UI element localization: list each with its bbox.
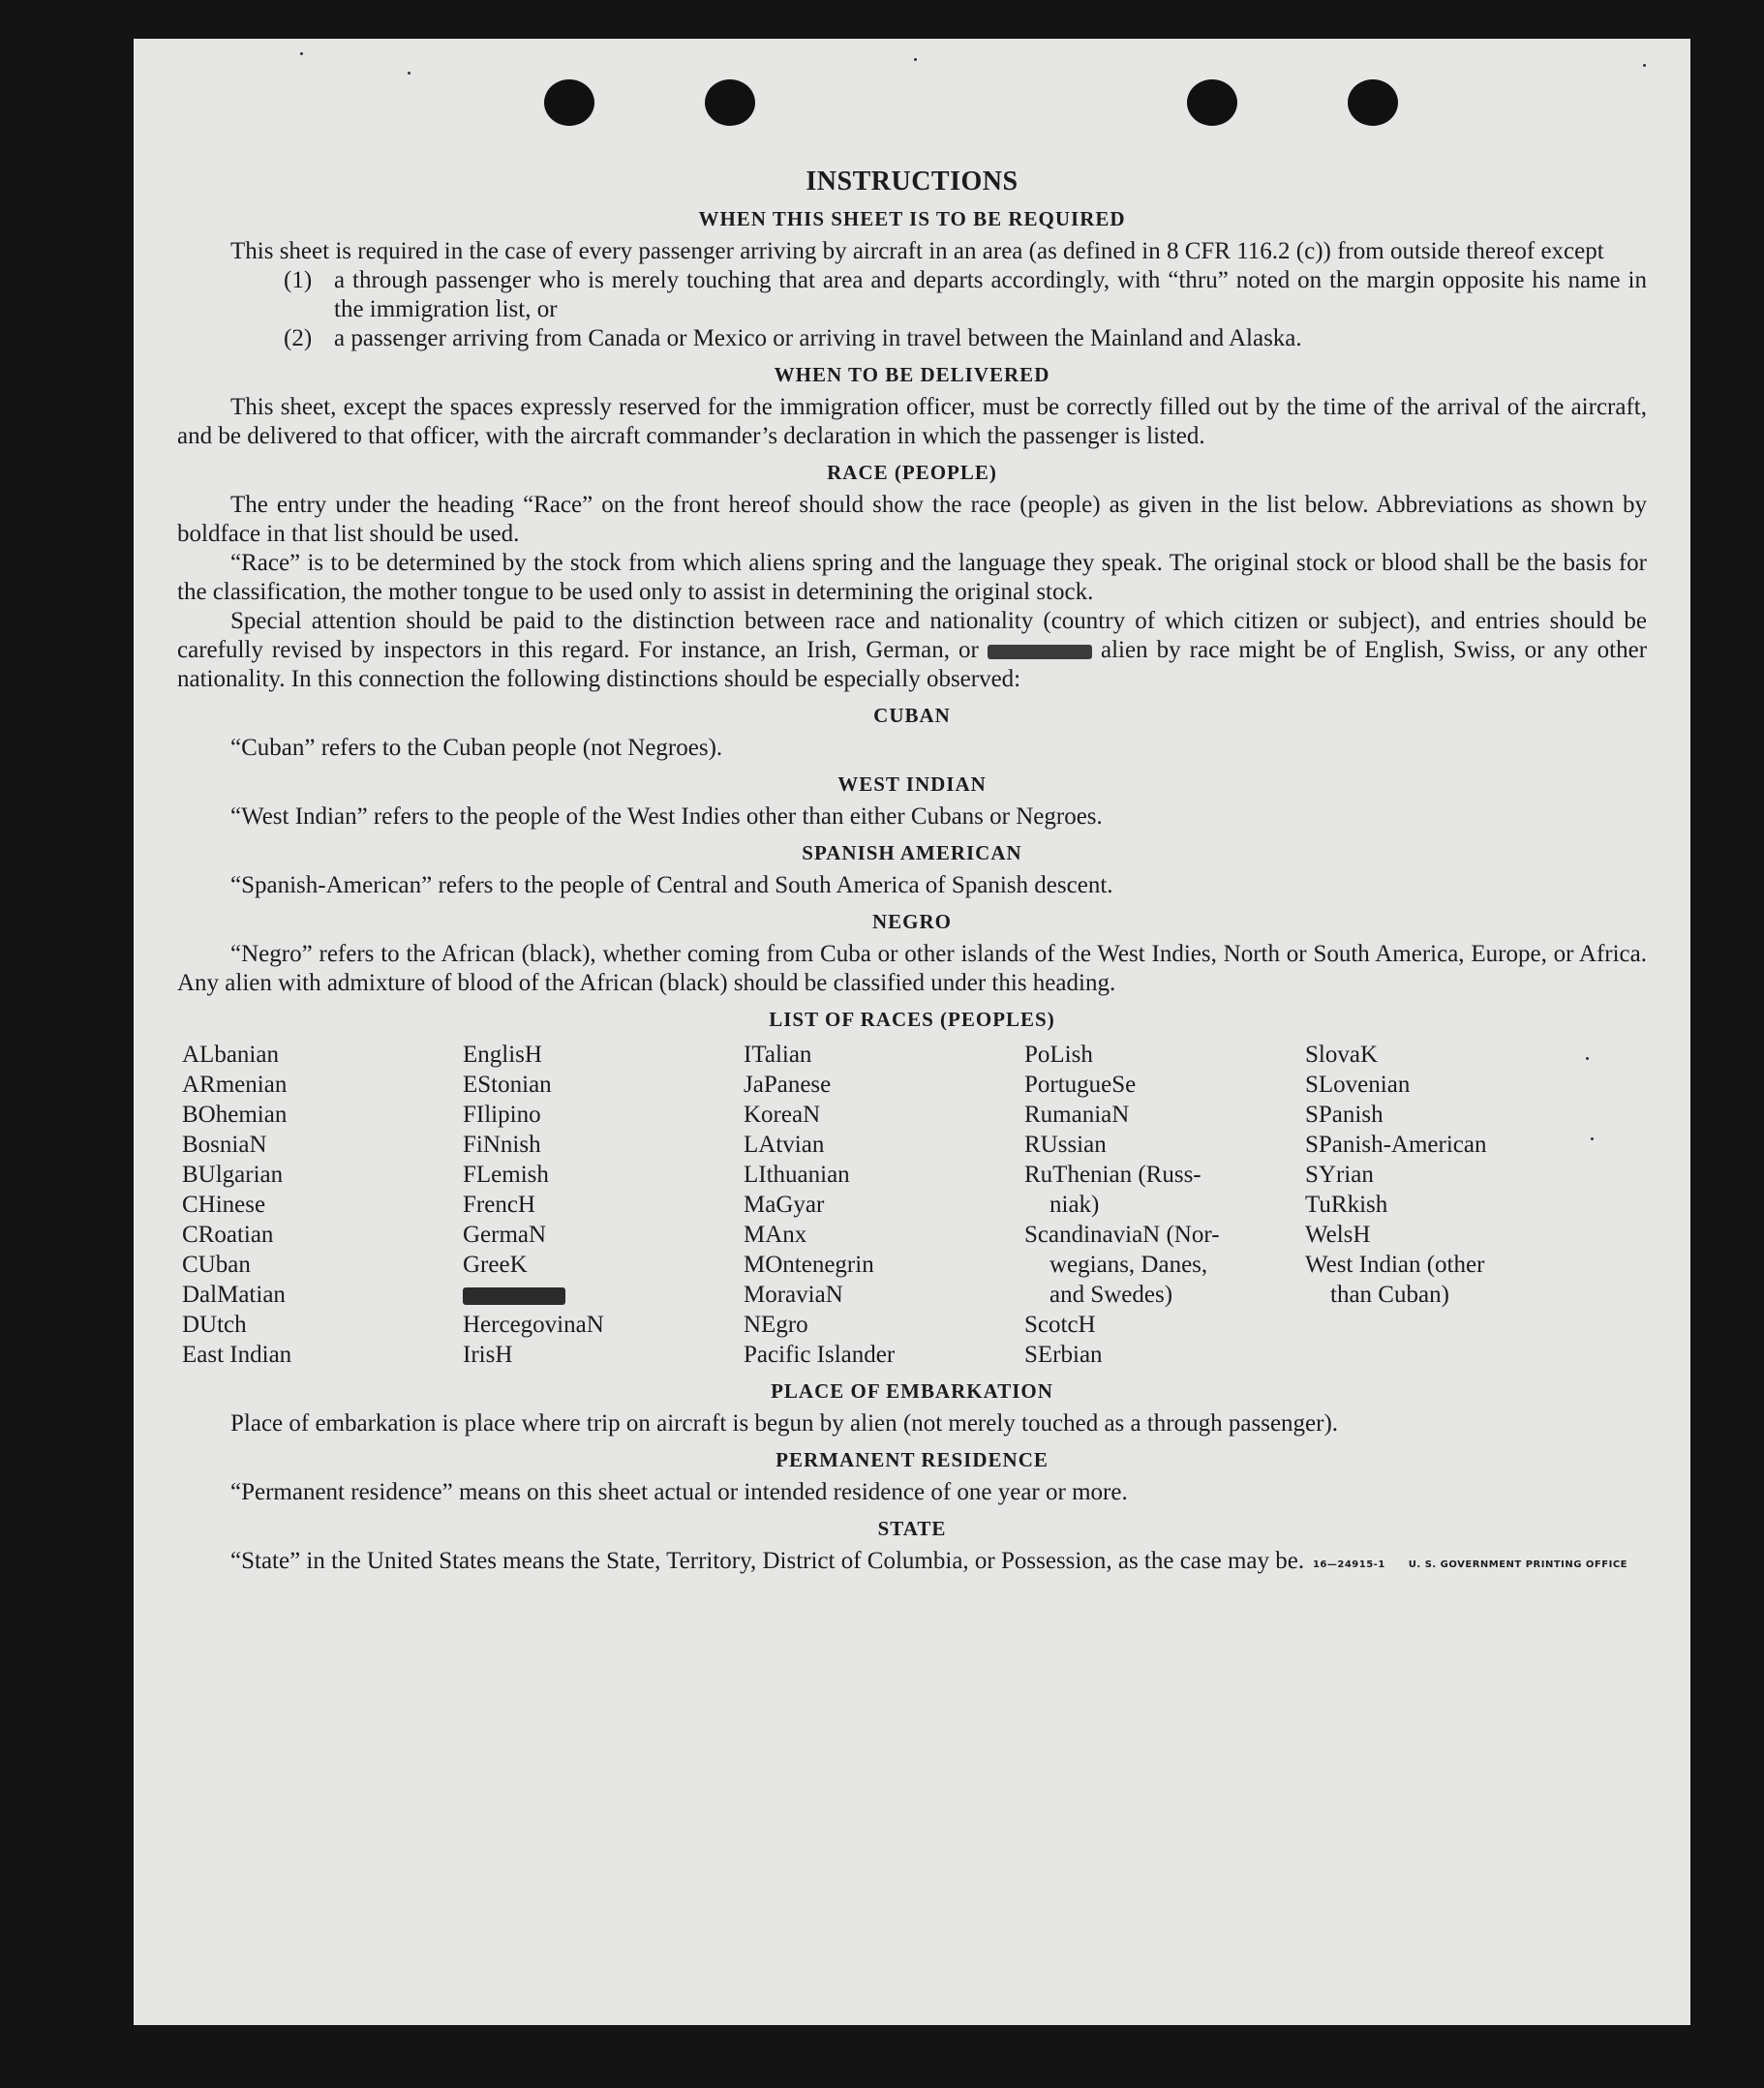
race-entry: RumaniaN — [1024, 1102, 1130, 1128]
race-paragraph-3 — [177, 607, 1647, 694]
race-entry: RUssian — [1024, 1132, 1107, 1158]
race-entry: MaGyar — [744, 1192, 825, 1218]
residence-text: “Permanent residence” means on this sheet actual or intended residence of one year or more. — [230, 1479, 1128, 1505]
section-heading-embarkation: PLACE OF EMBARKATION — [771, 1379, 1053, 1403]
speck — [1643, 64, 1646, 67]
race-entry: ITalian — [744, 1042, 812, 1068]
race-entry: WelsH — [1305, 1222, 1371, 1248]
section-heading-residence: PERMANENT RESIDENCE — [776, 1448, 1049, 1471]
list-item — [284, 324, 1647, 353]
race-column — [744, 1040, 1024, 1370]
race-column — [463, 1040, 744, 1370]
item-number: (2) — [284, 325, 313, 351]
race-entry: CUban — [182, 1252, 251, 1278]
punch-hole — [1348, 79, 1398, 126]
race-entry: CHinese — [182, 1192, 266, 1218]
race-list — [182, 1040, 1647, 1370]
state-text: “State” in the United States means the State, Territory, District of Columbia, or Possession, as the case may be. — [230, 1548, 1305, 1574]
race-entry: ALbanian — [182, 1042, 279, 1068]
race-entry: Pacific Islander — [744, 1342, 896, 1368]
section-heading-cuban: CUBAN — [873, 704, 951, 727]
race-entry: and Swedes) — [1049, 1282, 1173, 1308]
race-entry: KoreaN — [744, 1102, 821, 1128]
negro-text: “Negro” refers to the African (black), whether coming from Cuba or other islands of the West Indies, North or South America, Europe, or Africa. Any alien with admixture of blood of the African (black) should be classified under this heading. — [177, 941, 1647, 996]
race-entry: SYrian — [1305, 1162, 1374, 1188]
speck — [408, 72, 411, 75]
race-entry: BOhemian — [182, 1102, 288, 1128]
race-column — [1024, 1040, 1305, 1370]
redaction-mark — [463, 1287, 565, 1305]
race-entry: BosniaN — [182, 1132, 267, 1158]
race-entry: MoraviaN — [744, 1282, 843, 1308]
race-entry: EStonian — [463, 1072, 552, 1098]
race-entry: DalMatian — [182, 1282, 286, 1308]
delivered-text: This sheet, except the spaces expressly reserved for the immigration officer, must be correctly filled out by the time of the arrival of the aircraft, and be delivered to that officer, with the aircraft commander’s declaration in which the passenger is listed. — [177, 394, 1647, 449]
race-column — [1305, 1040, 1557, 1370]
race-entry: FLemish — [463, 1162, 549, 1188]
race-entry: GreeK — [463, 1252, 528, 1278]
speck — [1586, 1057, 1589, 1060]
item-text: a through passenger who is merely touching that area and departs accordingly, with “thru” noted on the margin opposite his name in the immigration list, or — [334, 267, 1647, 322]
race-entry: ARmenian — [182, 1072, 288, 1098]
section-heading-required: WHEN THIS SHEET IS TO BE REQUIRED — [698, 207, 1126, 230]
punch-hole — [705, 79, 755, 126]
race-entry: niak) — [1049, 1192, 1100, 1218]
race-entry: LIthuanian — [744, 1162, 850, 1188]
race-entry: SLovenian — [1305, 1072, 1411, 1098]
race-entry: RuThenian (Russ- — [1024, 1162, 1201, 1188]
redaction-mark — [988, 645, 1092, 659]
cuban-text: “Cuban” refers to the Cuban people (not Negroes). — [230, 735, 723, 761]
race-entry: wegians, Danes, — [1049, 1252, 1208, 1278]
section-heading-race-list: LIST OF RACES (PEOPLES) — [769, 1008, 1055, 1031]
race-entry: CRoatian — [182, 1222, 274, 1248]
race-entry: BUlgarian — [182, 1162, 284, 1188]
race-entry: FIlipino — [463, 1102, 541, 1128]
race-entry: West Indian (other — [1305, 1252, 1485, 1278]
punch-hole — [1187, 79, 1237, 126]
race-entry: SPanish — [1305, 1102, 1384, 1128]
form-number: 16—24915-1 — [1312, 1559, 1385, 1570]
embarkation-text: Place of embarkation is place where trip on aircraft is begun by alien (not merely touched as a through passenger). — [230, 1410, 1339, 1437]
race-entry: SlovaK — [1305, 1042, 1378, 1068]
race-entry: SPanish-American — [1305, 1132, 1487, 1158]
race-entry: than Cuban) — [1330, 1282, 1449, 1308]
race-paragraph-2: “Race” is to be determined by the stock from which aliens spring and the language they speak. The original stock or blood shall be the basis for the classification, the mother tongue to be used only to assist in determining the original stock. — [177, 550, 1647, 605]
race-entry: PortugueSe — [1024, 1072, 1137, 1098]
item-text: a passenger arriving from Canada or Mexico or arriving in travel between the Mainland and Alaska. — [334, 325, 1302, 351]
race-entry: FiNnish — [463, 1132, 541, 1158]
race-entry: ScandinaviaN (Nor- — [1024, 1222, 1220, 1248]
speck — [914, 58, 917, 61]
race-entry: TuRkish — [1305, 1192, 1388, 1218]
section-heading-delivered: WHEN TO BE DELIVERED — [774, 363, 1050, 386]
race-entry: East Indian — [182, 1342, 292, 1368]
section-heading-west-indian: WEST INDIAN — [837, 772, 987, 796]
race-entry: SErbian — [1024, 1342, 1103, 1368]
race-entry: ScotcH — [1024, 1312, 1096, 1338]
required-intro: This sheet is required in the case of every passenger arriving by aircraft in an area (as defined in 8 CFR 116.2 (c)) from outside thereof except — [230, 238, 1604, 264]
race-entry: FrencH — [463, 1192, 535, 1218]
race-entry: NEgro — [744, 1312, 808, 1338]
speck — [1591, 1137, 1594, 1140]
race-column — [182, 1040, 463, 1370]
race-paragraph-3-part-2: alien by race might be of English, Swiss, or any other nationality. In this connection the following distinctions should be especially observed: — [177, 637, 1648, 692]
race-entry: IrisH — [463, 1342, 513, 1368]
race-paragraph-3-part-1: Special attention should be paid to the distinction between race and nationality (country of which citizen or subject), and entries should be carefully revised by inspectors in this regard. For instance, an Irish, German, or — [177, 608, 1647, 663]
race-entry: MAnx — [744, 1222, 807, 1248]
printer-imprint: U. S. GOVERNMENT PRINTING OFFICE — [1408, 1559, 1627, 1570]
document-title: INSTRUCTIONS — [806, 166, 1019, 197]
punch-hole — [544, 79, 594, 126]
section-heading-race: RACE (PEOPLE) — [827, 461, 997, 484]
section-heading-spanish-american: SPANISH AMERICAN — [802, 841, 1022, 864]
race-entry: PoLish — [1024, 1042, 1093, 1068]
speck — [300, 52, 303, 55]
race-entry: HercegovinaN — [463, 1312, 604, 1338]
redacted-race-entry — [463, 1280, 744, 1310]
race-entry: JaPanese — [744, 1072, 832, 1098]
list-item — [284, 266, 1647, 324]
document-page — [134, 39, 1690, 2025]
race-entry: GermaN — [463, 1222, 547, 1248]
race-entry: MOntenegrin — [744, 1252, 874, 1278]
race-entry: EnglisH — [463, 1042, 542, 1068]
race-paragraph-1: The entry under the heading “Race” on the front hereof should show the race (people) as given in the list below. Abbreviations as shown by boldface in that list should be used. — [177, 492, 1647, 547]
race-entry: LAtvian — [744, 1132, 825, 1158]
spanish-american-text: “Spanish-American” refers to the people of Central and South America of Spanish descent. — [230, 872, 1113, 898]
race-entry: DUtch — [182, 1312, 247, 1338]
section-heading-state: STATE — [877, 1517, 947, 1540]
west-indian-text: “West Indian” refers to the people of the West Indies other than either Cubans or Negroes. — [230, 803, 1103, 830]
section-heading-negro: NEGRO — [871, 910, 952, 933]
item-number: (1) — [284, 267, 313, 293]
